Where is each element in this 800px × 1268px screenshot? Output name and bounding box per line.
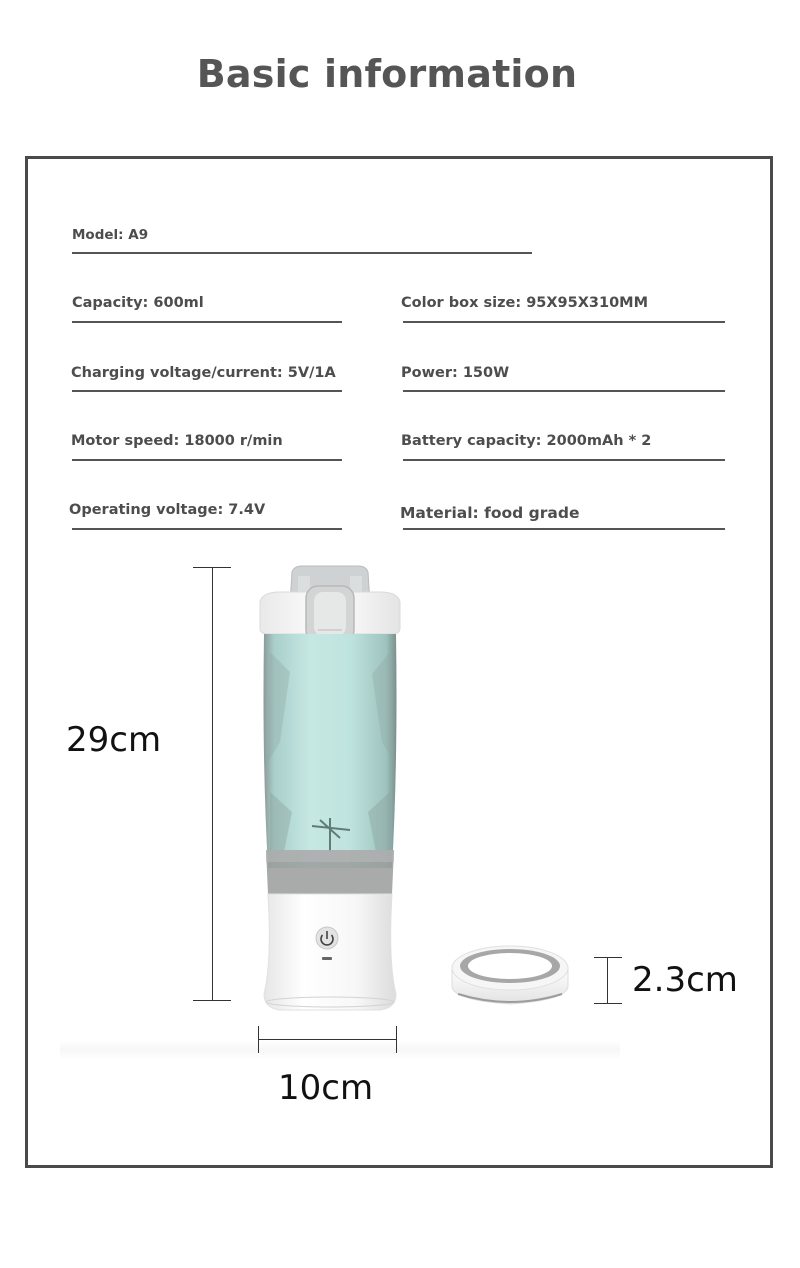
width-dimension-line [258, 1039, 396, 1040]
spec-divider [72, 321, 342, 323]
base-height-label: 2.3cm [632, 960, 738, 1000]
charging-base-image [448, 938, 572, 1018]
spec-divider [403, 321, 725, 323]
base-height-cap-top [594, 957, 622, 958]
spec-divider [403, 459, 725, 461]
spec-material: Material: food grade [400, 504, 580, 522]
base-height-cap-bottom [594, 1003, 622, 1004]
spec-charging: Charging voltage/current: 5V/1A [71, 365, 336, 381]
spec-model: Model: A9 [72, 227, 149, 243]
spec-divider [403, 390, 725, 392]
width-dimension-cap-right [396, 1026, 397, 1053]
base-height-line [607, 957, 608, 1003]
spec-capacity: Capacity: 600ml [72, 295, 204, 311]
height-dimension-cap-bottom [193, 1000, 231, 1001]
spec-operating-voltage: Operating voltage: 7.4V [69, 502, 266, 518]
page-title: Basic information [196, 52, 578, 96]
usb-charging-port [322, 957, 332, 960]
spec-divider [72, 252, 532, 254]
spec-divider [72, 390, 342, 392]
spec-power: Power: 150W [401, 365, 510, 381]
spec-color-box-size: Color box size: 95X95X310MM [401, 295, 649, 311]
spec-battery: Battery capacity: 2000mAh * 2 [401, 433, 652, 449]
spec-divider [72, 528, 342, 530]
power-button-icon [316, 927, 338, 949]
height-dimension-line [212, 567, 213, 1000]
spec-divider [72, 459, 342, 461]
height-dimension-label: 29cm [66, 720, 162, 760]
width-dimension-label: 10cm [278, 1068, 374, 1108]
spec-divider [403, 528, 725, 530]
spec-motor-speed: Motor speed: 18000 r/min [71, 433, 283, 449]
floor-shadow [60, 1040, 620, 1060]
